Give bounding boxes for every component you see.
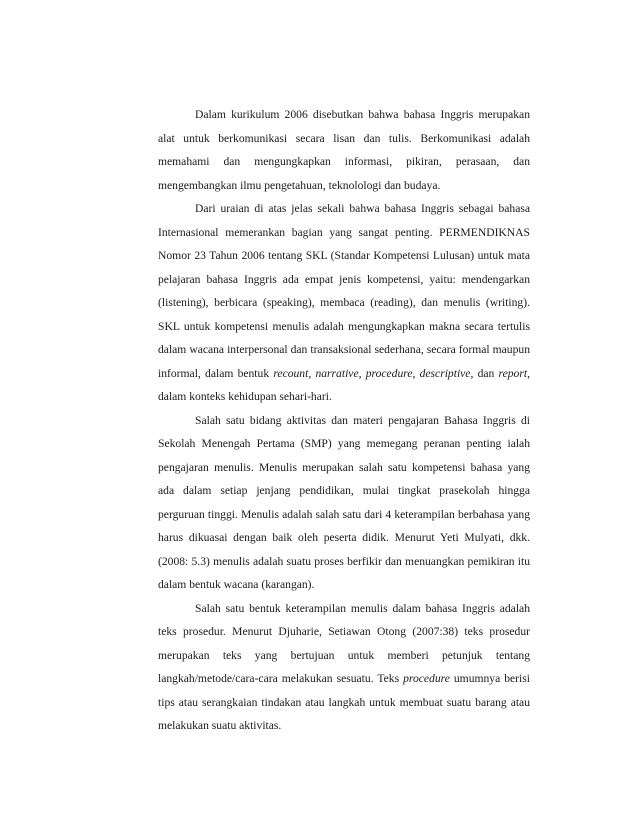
text-segment: , dalam konteks kehidupan sehari-hari. — [158, 366, 530, 403]
italic-term: descriptive — [419, 366, 471, 380]
body-text — [158, 103, 530, 738]
text-segment: Dalam kurikulum 2006 disebutkan bahwa bahasa Inggris merupakan alat untuk berkomunikasi secara lisan dan tulis. Berkomunikasi adalah memahami dan mengungkapkan informasi, pikiran, perasaan, dan mengembangkan ilmu pengetahuan, teknolologi dan budaya. — [158, 108, 530, 192]
italic-term: report — [498, 366, 528, 380]
paragraph-3 — [158, 409, 530, 597]
paragraph-4 — [158, 597, 530, 738]
paragraph-2 — [158, 197, 530, 409]
italic-term: recount, narrative, procedure — [273, 366, 413, 380]
text-segment: , dan — [470, 366, 499, 380]
paragraph-1 — [158, 103, 530, 197]
text-segment: Salah satu bentuk keterampilan menulis dalam bahasa Inggris adalah teks prosedur. Menurut Djuharie, Setiawan Otong (2007:38) teks prosedur merupakan teks yang bertujuan untuk memberi petunjuk tentang langkah/metode/cara-cara melakukan sesuatu. Teks — [158, 601, 530, 685]
text-segment: Dari uraian di atas jelas sekali bahwa bahasa Inggris sebagai bahasa Internasional memerankan bagian yang sangat penting. PERMENDIKNAS Nomor 23 Tahun 2006 tentang SKL (Standar Kompetensi Lulusan) untuk mata pelajaran bahasa Inggris ada empat jenis kompetensi, yaitu: mendengarkan (listening), berbicara (speaking), membaca (reading), dan menulis (writing). SKL untuk kompetensi menulis adalah mengungkapkan makna secara tertulis dalam wacana interpersonal dan transaksional sederhana, secara formal maupun informal, dalam bentuk — [158, 202, 530, 380]
text-segment: umumnya berisi tips atau serangkaian tindakan atau langkah untuk membuat suatu barang atau melakukan suatu aktivitas. — [158, 672, 530, 732]
text-segment: Salah satu bidang aktivitas dan materi pengajaran Bahasa Inggris di Sekolah Menengah Pertama (SMP) yang memegang peranan penting ialah pengajaran menulis. Menulis merupakan salah satu kompetensi bahasa yang ada dalam setiap jenjang pendidikan, mulai tingkat prasekolah hingga perguruan tinggi. Menulis adalah salah satu dari 4 keterampilan berbahasa yang harus dikuasai dengan baik oleh peserta didik. Menurut Yeti Mulyati, dkk. (2008: 5.3) menulis adalah suatu proses berfikir dan menuangkan pemikiran itu dalam bentuk wacana (karangan). — [158, 413, 530, 591]
italic-term: procedure — [403, 672, 450, 685]
text-segment: , — [412, 366, 420, 380]
